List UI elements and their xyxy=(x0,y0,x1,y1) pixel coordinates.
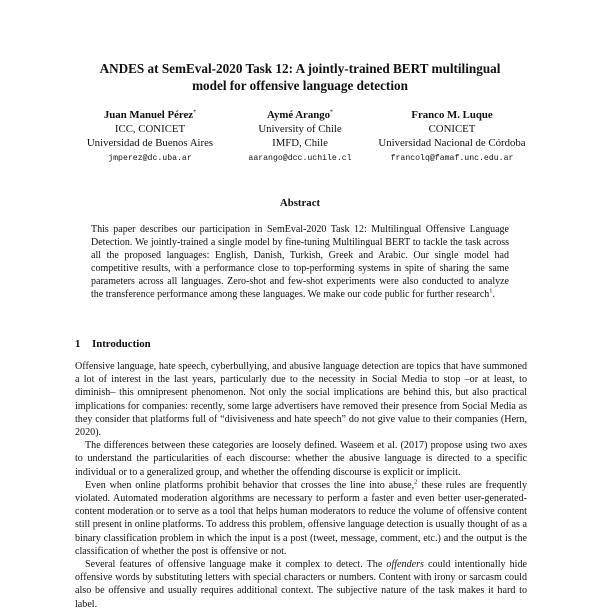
author-affiliation: IMFD, Chile xyxy=(272,137,328,149)
abstract-text: This paper describes our participation in SemEval-2020 Task 12: Multilingual Offensive Language Detection. We jointly-trained a single model by fine-tuning Multilingual BERT to tackle the task across all the proposed languages: English, Danish, Turkish, Greek and Arabic. Our single model had competitive results, with a performance close to top-performing systems in spite of sharing the same parameters across all languages. Zero-shot and few-shot experiments were also conducted to analyze the transference performance among these languages. We make our code public for further research$^1$. xyxy=(91,224,509,301)
author-email[interactable]: jmperez@dc.uba.ar xyxy=(108,154,192,163)
author-1 xyxy=(70,108,230,165)
title-line-2: model for offensive language detection xyxy=(192,78,408,93)
author-name: Franco M. Luque xyxy=(411,109,493,121)
emphasized-term: offenders xyxy=(386,559,424,571)
author-3 xyxy=(362,108,542,165)
author-affiliation: University of Chile xyxy=(258,123,342,135)
author-name: Aymé Arango* xyxy=(266,109,334,121)
footnote-marker[interactable]: 2 xyxy=(414,478,418,486)
author-2 xyxy=(225,108,375,165)
footnote-marker[interactable]: 1 xyxy=(489,288,493,296)
section-heading xyxy=(75,338,525,350)
paper-title xyxy=(60,60,540,94)
section-body xyxy=(75,360,527,611)
author-email[interactable]: aarango@dcc.uchile.cl xyxy=(248,154,352,163)
paragraph: Even when online platforms prohibit behavior that crosses the line into abuse,$^2$ these rules are frequently violated. Automated moderation algorithms are necessary to perform a faster and even better user-generated-content moderation or to serve as a tool that helps human moderators to reduce the volume of offensive content still present in online platforms. To address this problem, offensive language detection is usually thought of as a binary classification problem in which the input is a post (tweet, message, comment, etc.) and the output is the classification of whether the post is offensive or not. xyxy=(75,478,528,557)
author-affiliation: CONICET xyxy=(428,123,476,135)
paragraph: Offensive language, hate speech, cyberbullying, and abusive language detection are topics that have summoned a lot of interest in the last years, particularly due to the necessity in Social Media to stop –or at least, to diminish– this omnipresent phenomenon. Not only the social implications are behind this, but also practical implications for companies: recently, some large advertisers have removed their presence from Social Media as they consider that platforms full of “divisiveness and hate speech” do not give value to their companies (Hern, 2020). xyxy=(75,361,527,439)
author-block xyxy=(0,108,600,168)
equal-contribution-mark: * xyxy=(193,109,197,116)
author-name: Juan Manuel Pérez* xyxy=(103,109,197,121)
author-email[interactable]: francolq@famaf.unc.edu.ar xyxy=(390,154,514,163)
section-number: 1 xyxy=(75,338,81,350)
author-affiliation: ICC, CONICET xyxy=(114,123,186,135)
abstract-heading: Abstract xyxy=(279,197,321,209)
title-line-1: ANDES at SemEval-2020 Task 12: A jointly-trained BERT multilingual xyxy=(99,61,501,76)
section-title: Introduction xyxy=(92,338,151,350)
author-affiliation: Universidad Nacional de Córdoba xyxy=(378,137,526,149)
paragraph: Several features of offensive language make it complex to detect. The offenders could intentionally hide offensive words by substituting letters with special characters or numbers. Content with irony or sarcasm could also be offensive and usually requires additional context. The subjective nature of the task makes it hard to label. xyxy=(75,559,527,610)
author-affiliation: Universidad de Buenos Aires xyxy=(86,137,214,149)
paragraph: The differences between these categories are loosely defined. Waseem et al. (2017) propose using two axes to understand the particularities of each discourse: whether the abusive language is directed to a specific individual or to a generalized group, and whether the offending discourse is explicit or implicit. xyxy=(75,440,527,478)
equal-contribution-mark: * xyxy=(330,109,334,116)
